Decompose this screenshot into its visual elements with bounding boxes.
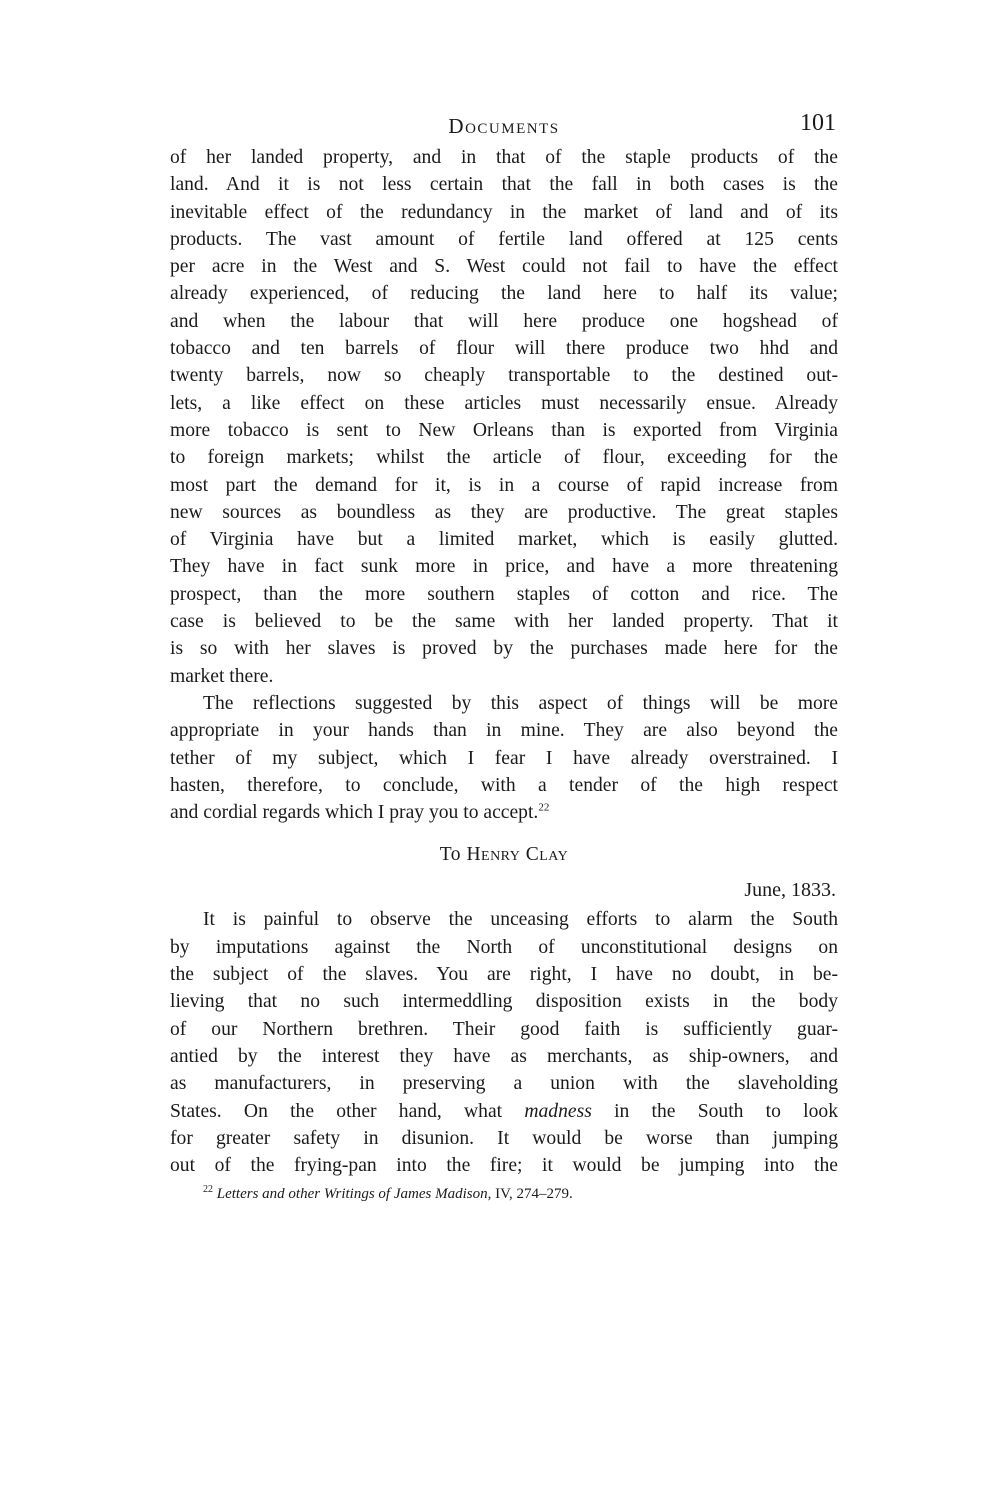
page-number: 101	[800, 110, 836, 136]
text-line: more tobacco is sent to New Orleans than is exported from Virginia	[170, 419, 838, 441]
text-line: antied by the interest they have as merchants, as ship-owners, and	[170, 1045, 838, 1067]
letter-heading	[170, 840, 838, 870]
text-line: as manufacturers, in preserving a union with the slaveholding	[170, 1073, 838, 1095]
text-line: of Virginia have but a limited market, which is easily glutted.	[170, 529, 838, 551]
text-line: the subject of the slaves. You are right, I have no doubt, in be-	[170, 964, 838, 986]
text-line: already experienced, of reducing the land here to half its value;	[170, 283, 838, 305]
paragraph-1	[170, 144, 838, 690]
running-head	[170, 110, 838, 144]
text-line: market there.	[170, 665, 274, 687]
footnote-work-title: Letters and other Writings of James Madison,	[216, 1186, 492, 1203]
emphasis-text: madness	[524, 1100, 592, 1122]
text-line: It is painful to observe the unceasing efforts to alarm the South	[203, 909, 838, 931]
text-line	[170, 1098, 838, 1125]
text-line: tobacco and ten barrels of flour will there produce two hhd and	[170, 338, 838, 360]
text-line: lets, a like effect on these articles must necessarily ensue. Already	[170, 392, 838, 414]
text-line: tether of my subject, which I fear I have already overstrained. I	[170, 747, 838, 769]
text-line: lieving that no such intermeddling disposition exists in the body	[170, 991, 838, 1013]
text-line: of our Northern brethren. Their good faith is sufficiently guar-	[170, 1018, 838, 1040]
footnote	[170, 1183, 838, 1205]
running-head-title: Documents	[448, 114, 560, 138]
text-line: inevitable effect of the redundancy in the market of land and of its	[170, 201, 838, 223]
text-line: The reflections suggested by this aspect of things will be more	[203, 692, 838, 714]
paragraph-3	[170, 906, 838, 1179]
paragraph-2	[170, 690, 838, 826]
text-line: hasten, therefore, to conclude, with a tender of the high respect	[170, 774, 838, 796]
text-line: appropriate in your hands than in mine. They are also beyond the	[170, 720, 838, 742]
text-segment: in the South to look	[591, 1100, 838, 1122]
text-line: for greater safety in disunion. It would be worse than jumping	[170, 1127, 838, 1149]
letter-date: June, 1833.	[744, 879, 836, 902]
text-line: out of the frying-pan into the fire; it would be jumping into the	[170, 1155, 838, 1177]
letter-heading-to: To	[439, 844, 462, 866]
text-line: case is believed to be the same with her landed property. That it	[170, 611, 838, 633]
text-line: and when the labour that will here produce one hogshead of	[170, 310, 838, 332]
text-line: most part the demand for it, is in a course of rapid increase from	[170, 474, 838, 496]
text-line: new sources as boundless as they are productive. The great staples	[170, 501, 838, 523]
text-line: prospect, than the more southern staples of cotton and rice. The	[170, 583, 838, 605]
text-line: to foreign markets; whilst the article of flour, exceeding for the	[170, 447, 838, 469]
text-line: of her landed property, and in that of the staple products of the	[170, 147, 838, 168]
document-page	[170, 110, 838, 1205]
text-line: by imputations against the North of unconstitutional designs on	[170, 936, 838, 958]
letter-recipient: Henry Clay	[466, 844, 569, 866]
text-line: products. The vast amount of fertile land offered at 125 cents	[170, 228, 838, 250]
text-line: They have in fact sunk more in price, and have a more threatening	[170, 556, 838, 578]
footnote-number: 22	[203, 1184, 213, 1196]
text-line: per acre in the West and S. West could not fail to have the effect	[170, 256, 838, 278]
text-line	[170, 799, 838, 826]
text-line: land. And it is not less certain that the fall in both cases is the	[170, 174, 838, 196]
text-line: twenty barrels, now so cheaply transportable to the destined out-	[170, 365, 838, 387]
text-line-content: and cordial regards which I pray you to accept.	[170, 802, 539, 824]
footnote-citation: IV, 274–279.	[491, 1186, 573, 1203]
text-line: is so with her slaves is proved by the purchases made here for the	[170, 638, 838, 660]
footnote-reference: 22	[538, 801, 550, 814]
text-segment: States. On the other hand, what	[170, 1100, 525, 1122]
